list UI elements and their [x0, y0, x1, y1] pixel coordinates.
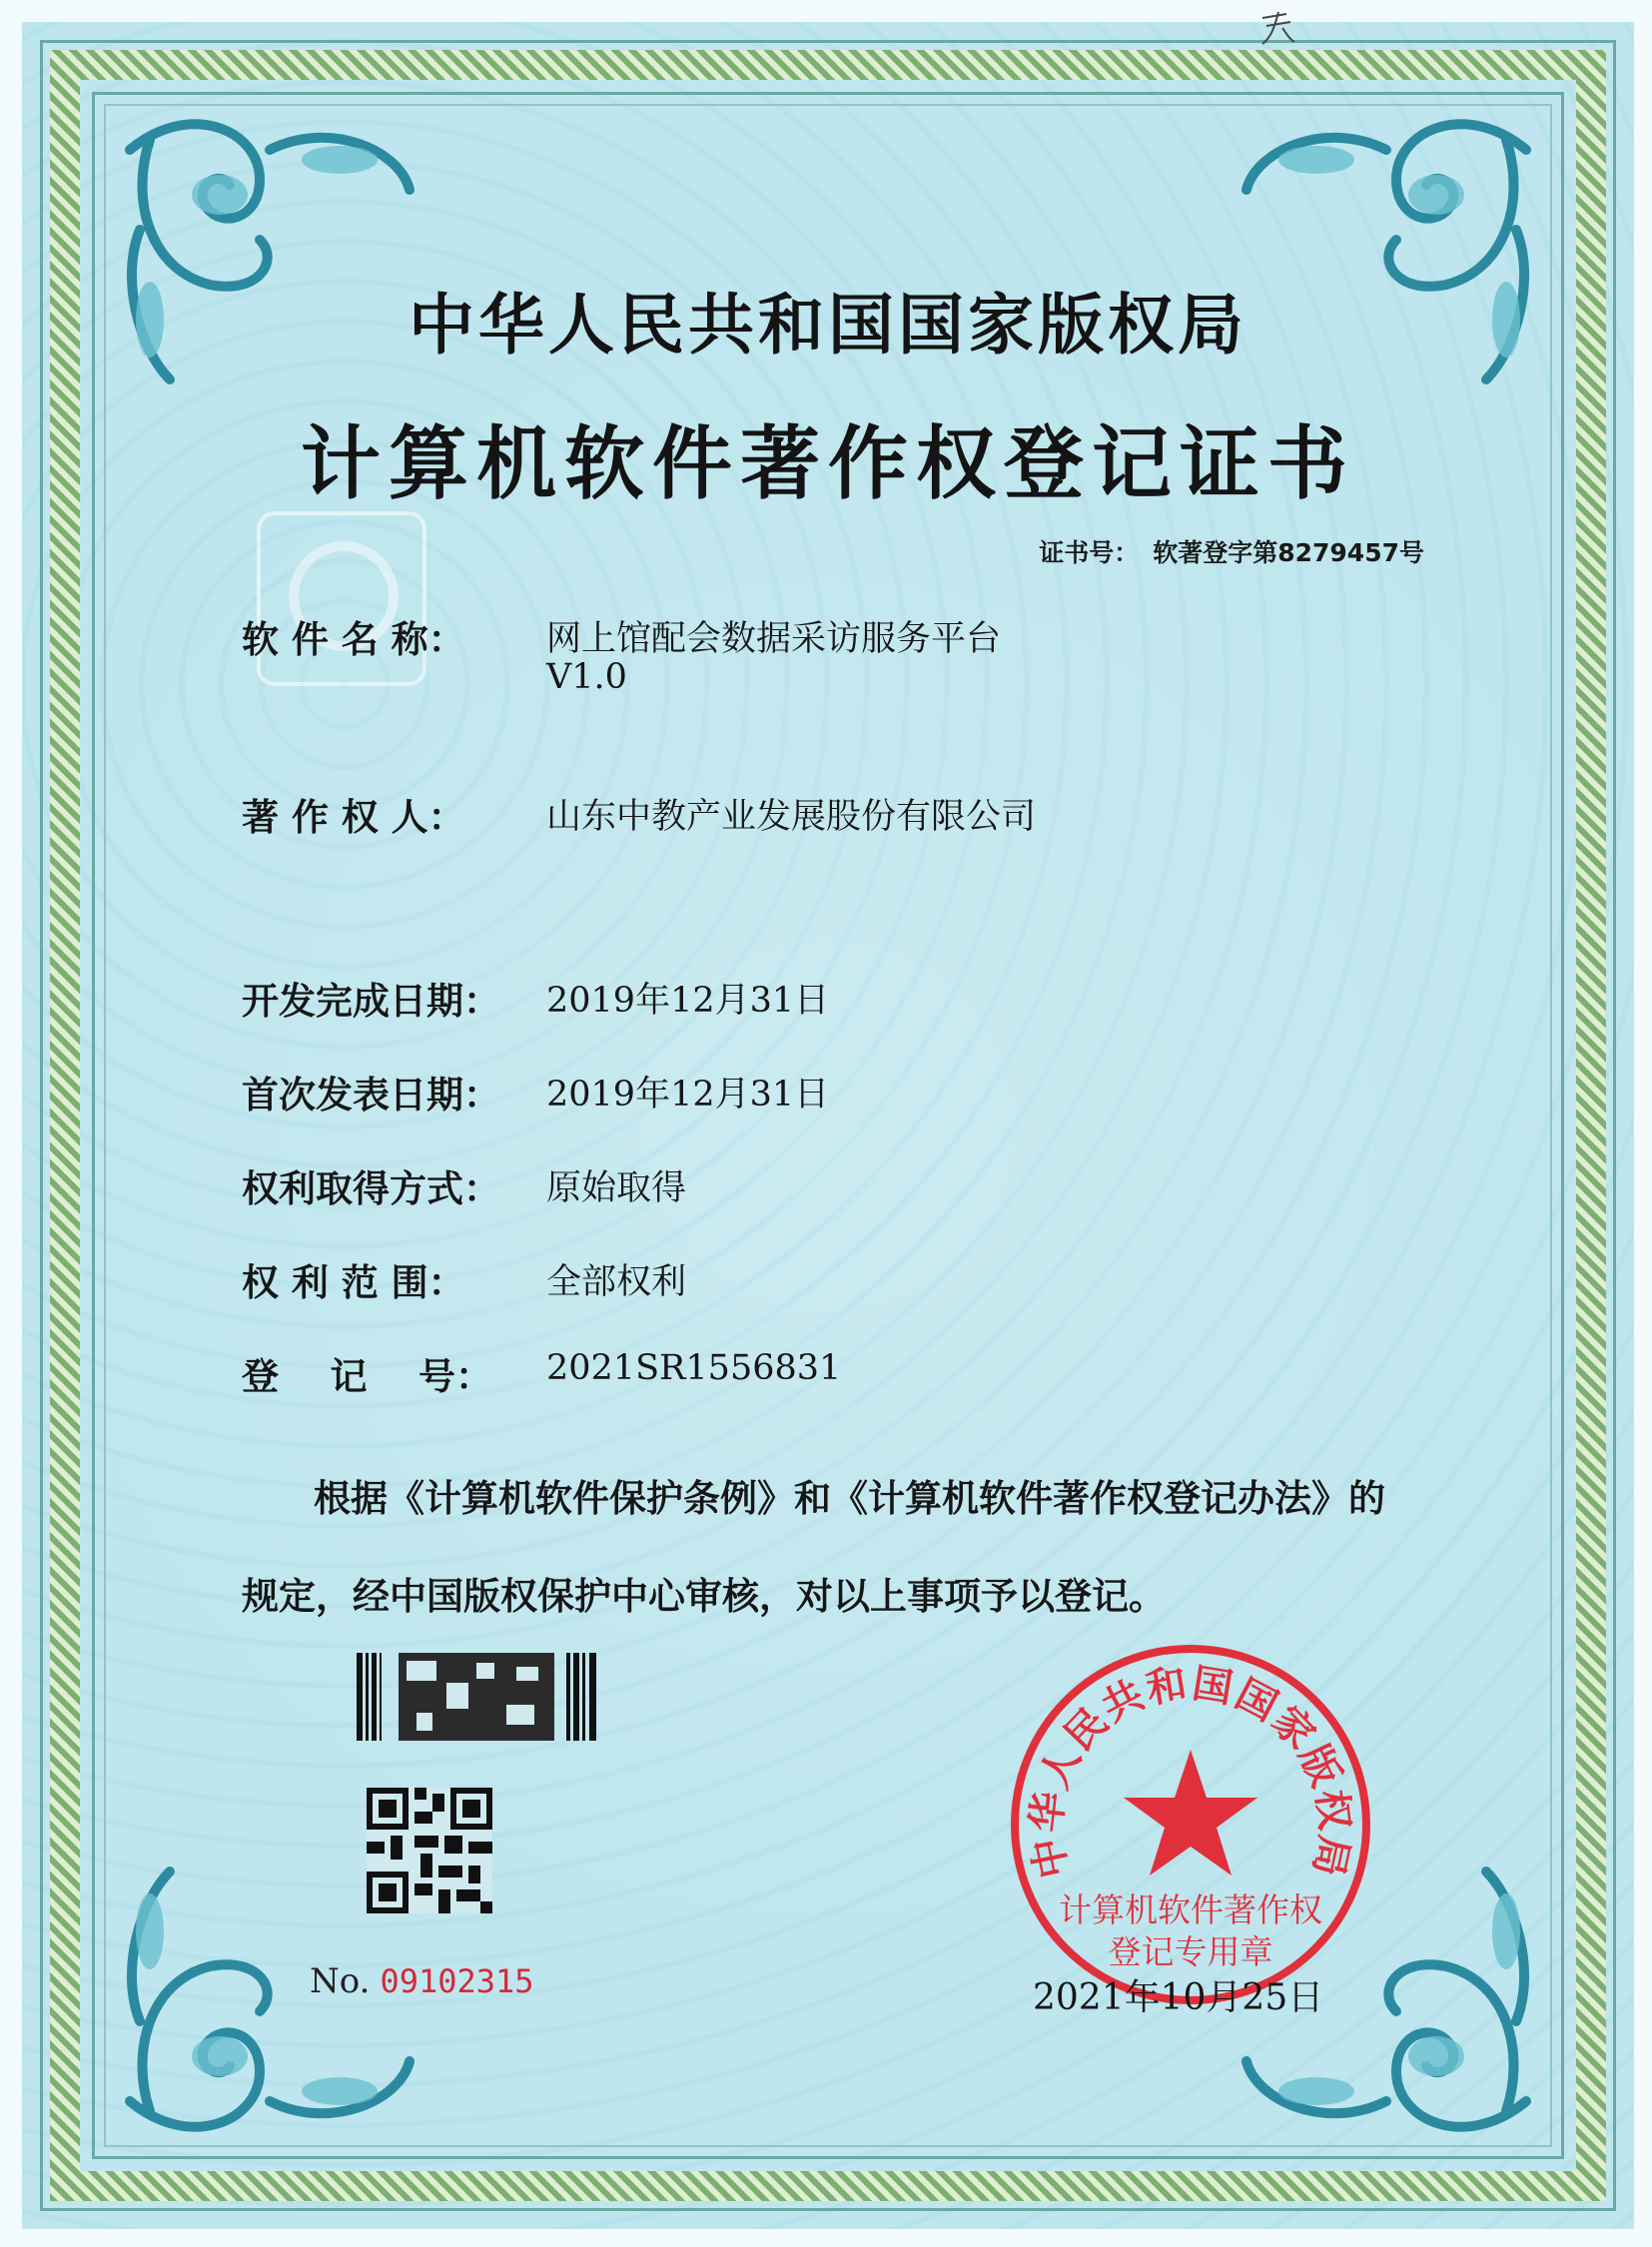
issuer-heading: 中华人民共和国国家版权局 — [409, 287, 1247, 364]
publication-date-label: 首次发表日期： — [242, 1074, 500, 1117]
statement-line-2: 规定，经中国版权保护中心审核，对以上事项予以登记。 — [242, 1575, 1166, 1618]
rights-scope-value: 全部权利 — [546, 1262, 687, 1302]
software-name-value: 网上馆配会数据采访服务平台 — [546, 619, 1002, 659]
barcode-icon — [357, 1653, 596, 1741]
completion-date-label: 开发完成日期： — [242, 980, 500, 1023]
qr-code-icon — [367, 1788, 492, 1913]
issue-date: 2021年10月25日 — [1033, 1977, 1324, 2018]
seal-inner-line-2: 登记专用章 — [1108, 1932, 1273, 1971]
official-seal — [1006, 1640, 1375, 2009]
certification-statement — [242, 1450, 1500, 1646]
software-name-label: 软 件 名 称： — [242, 618, 465, 661]
software-version-value: V1.0 — [546, 657, 627, 697]
acquisition-method-value: 原始取得 — [546, 1168, 687, 1208]
certificate-title: 计算机软件著作权登记证书 — [301, 417, 1355, 510]
rights-scope-label: 权 利 范 围： — [242, 1261, 465, 1304]
publication-date-value: 2019年12月31日 — [546, 1075, 830, 1115]
copyright-holder-value: 山东中教产业发展股份有限公司 — [546, 797, 1037, 837]
acquisition-method-label: 权利取得方式： — [242, 1167, 500, 1210]
certificate-number-label: 证书号： — [1039, 538, 1140, 567]
registration-number-label: 登 记 号： — [242, 1355, 493, 1398]
serial-label: No. — [310, 1961, 371, 2001]
statement-line-1: 根据《计算机软件保护条例》和《计算机软件著作权登记办法》的 — [314, 1477, 1385, 1520]
handwritten-mark-icon — [1256, 8, 1298, 48]
registration-number-value: 2021SR1556831 — [546, 1348, 842, 1388]
certificate-number-value: 软著登字第8279457号 — [1153, 538, 1424, 567]
seal-inner-line-1: 计算机软件著作权 — [1059, 1890, 1322, 1929]
copyright-holder-label: 著 作 权 人： — [242, 796, 465, 839]
certificate-number — [1039, 533, 1424, 569]
serial-number-value: 09102315 — [380, 1962, 534, 2000]
certificate — [22, 22, 1634, 2229]
seal-star-icon — [1124, 1750, 1257, 1875]
serial-number — [310, 1961, 534, 2001]
completion-date-value: 2019年12月31日 — [546, 981, 830, 1021]
seal-ring-text: 中华人民共和国国家版权局 — [1023, 1660, 1358, 1882]
